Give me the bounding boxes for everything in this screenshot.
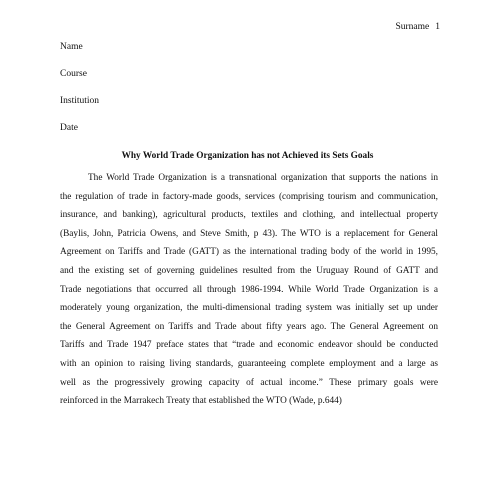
meta-name: Name — [60, 42, 83, 52]
header-surname: Surname — [395, 22, 430, 32]
paragraph-line: Agreement on Tariffs and Trade (GATT) as the international trading body of the world in 1995, — [60, 247, 438, 258]
meta-course: Course — [60, 69, 87, 79]
paragraph-line: the regulation of trade in factory-made goods, services (comprising tourism and communication, — [60, 191, 438, 202]
paragraph-line: well as the progressively growing capacity of actual income.” These primary goals were — [60, 377, 438, 388]
paragraph-line: (Baylis, John, Patricia Owens, and Steve Smith, p 43). The WTO is a replacement for General — [60, 228, 438, 239]
paragraph-line: insurance, and banking), agricultural products, textiles and clothing, and intellectual property — [60, 210, 438, 221]
running-header — [395, 22, 440, 32]
meta-date: Date — [60, 123, 78, 133]
paragraph-line: moderately young organization, the multi-dimensional trading system was initially set up under — [60, 303, 438, 314]
paragraph-line: with an opinion to raising living standards, guaranteeing complete employment and a large as — [60, 358, 438, 369]
paragraph-line: the General Agreement on Tariffs and Trade about fifty years ago. The General Agreement on — [60, 321, 438, 332]
header-page-number: 1 — [435, 22, 440, 32]
student-info-block — [60, 41, 99, 149]
paragraph-line: Tariffs and Trade 1947 preface states that “trade and economic endeavor should be conducted — [60, 340, 438, 351]
essay-title: Why World Trade Organization has not Achieved its Sets Goals — [121, 151, 374, 161]
paragraph-line: The World Trade Organization is a transnational organization that supports the nations in — [88, 173, 438, 183]
paragraph-line: and the existing set of governing guidelines resulted from the Uruguay Round of GATT and — [60, 265, 438, 276]
essay-paragraph — [60, 172, 438, 414]
paragraph-line: Trade negotiations that occurred all through 1986-1994. While World Trade Organization is a — [60, 284, 438, 295]
paragraph-line: reinforced in the Marrakech Treaty that established the WTO (Wade, p.644) — [60, 396, 342, 407]
meta-institution: Institution — [60, 96, 100, 106]
